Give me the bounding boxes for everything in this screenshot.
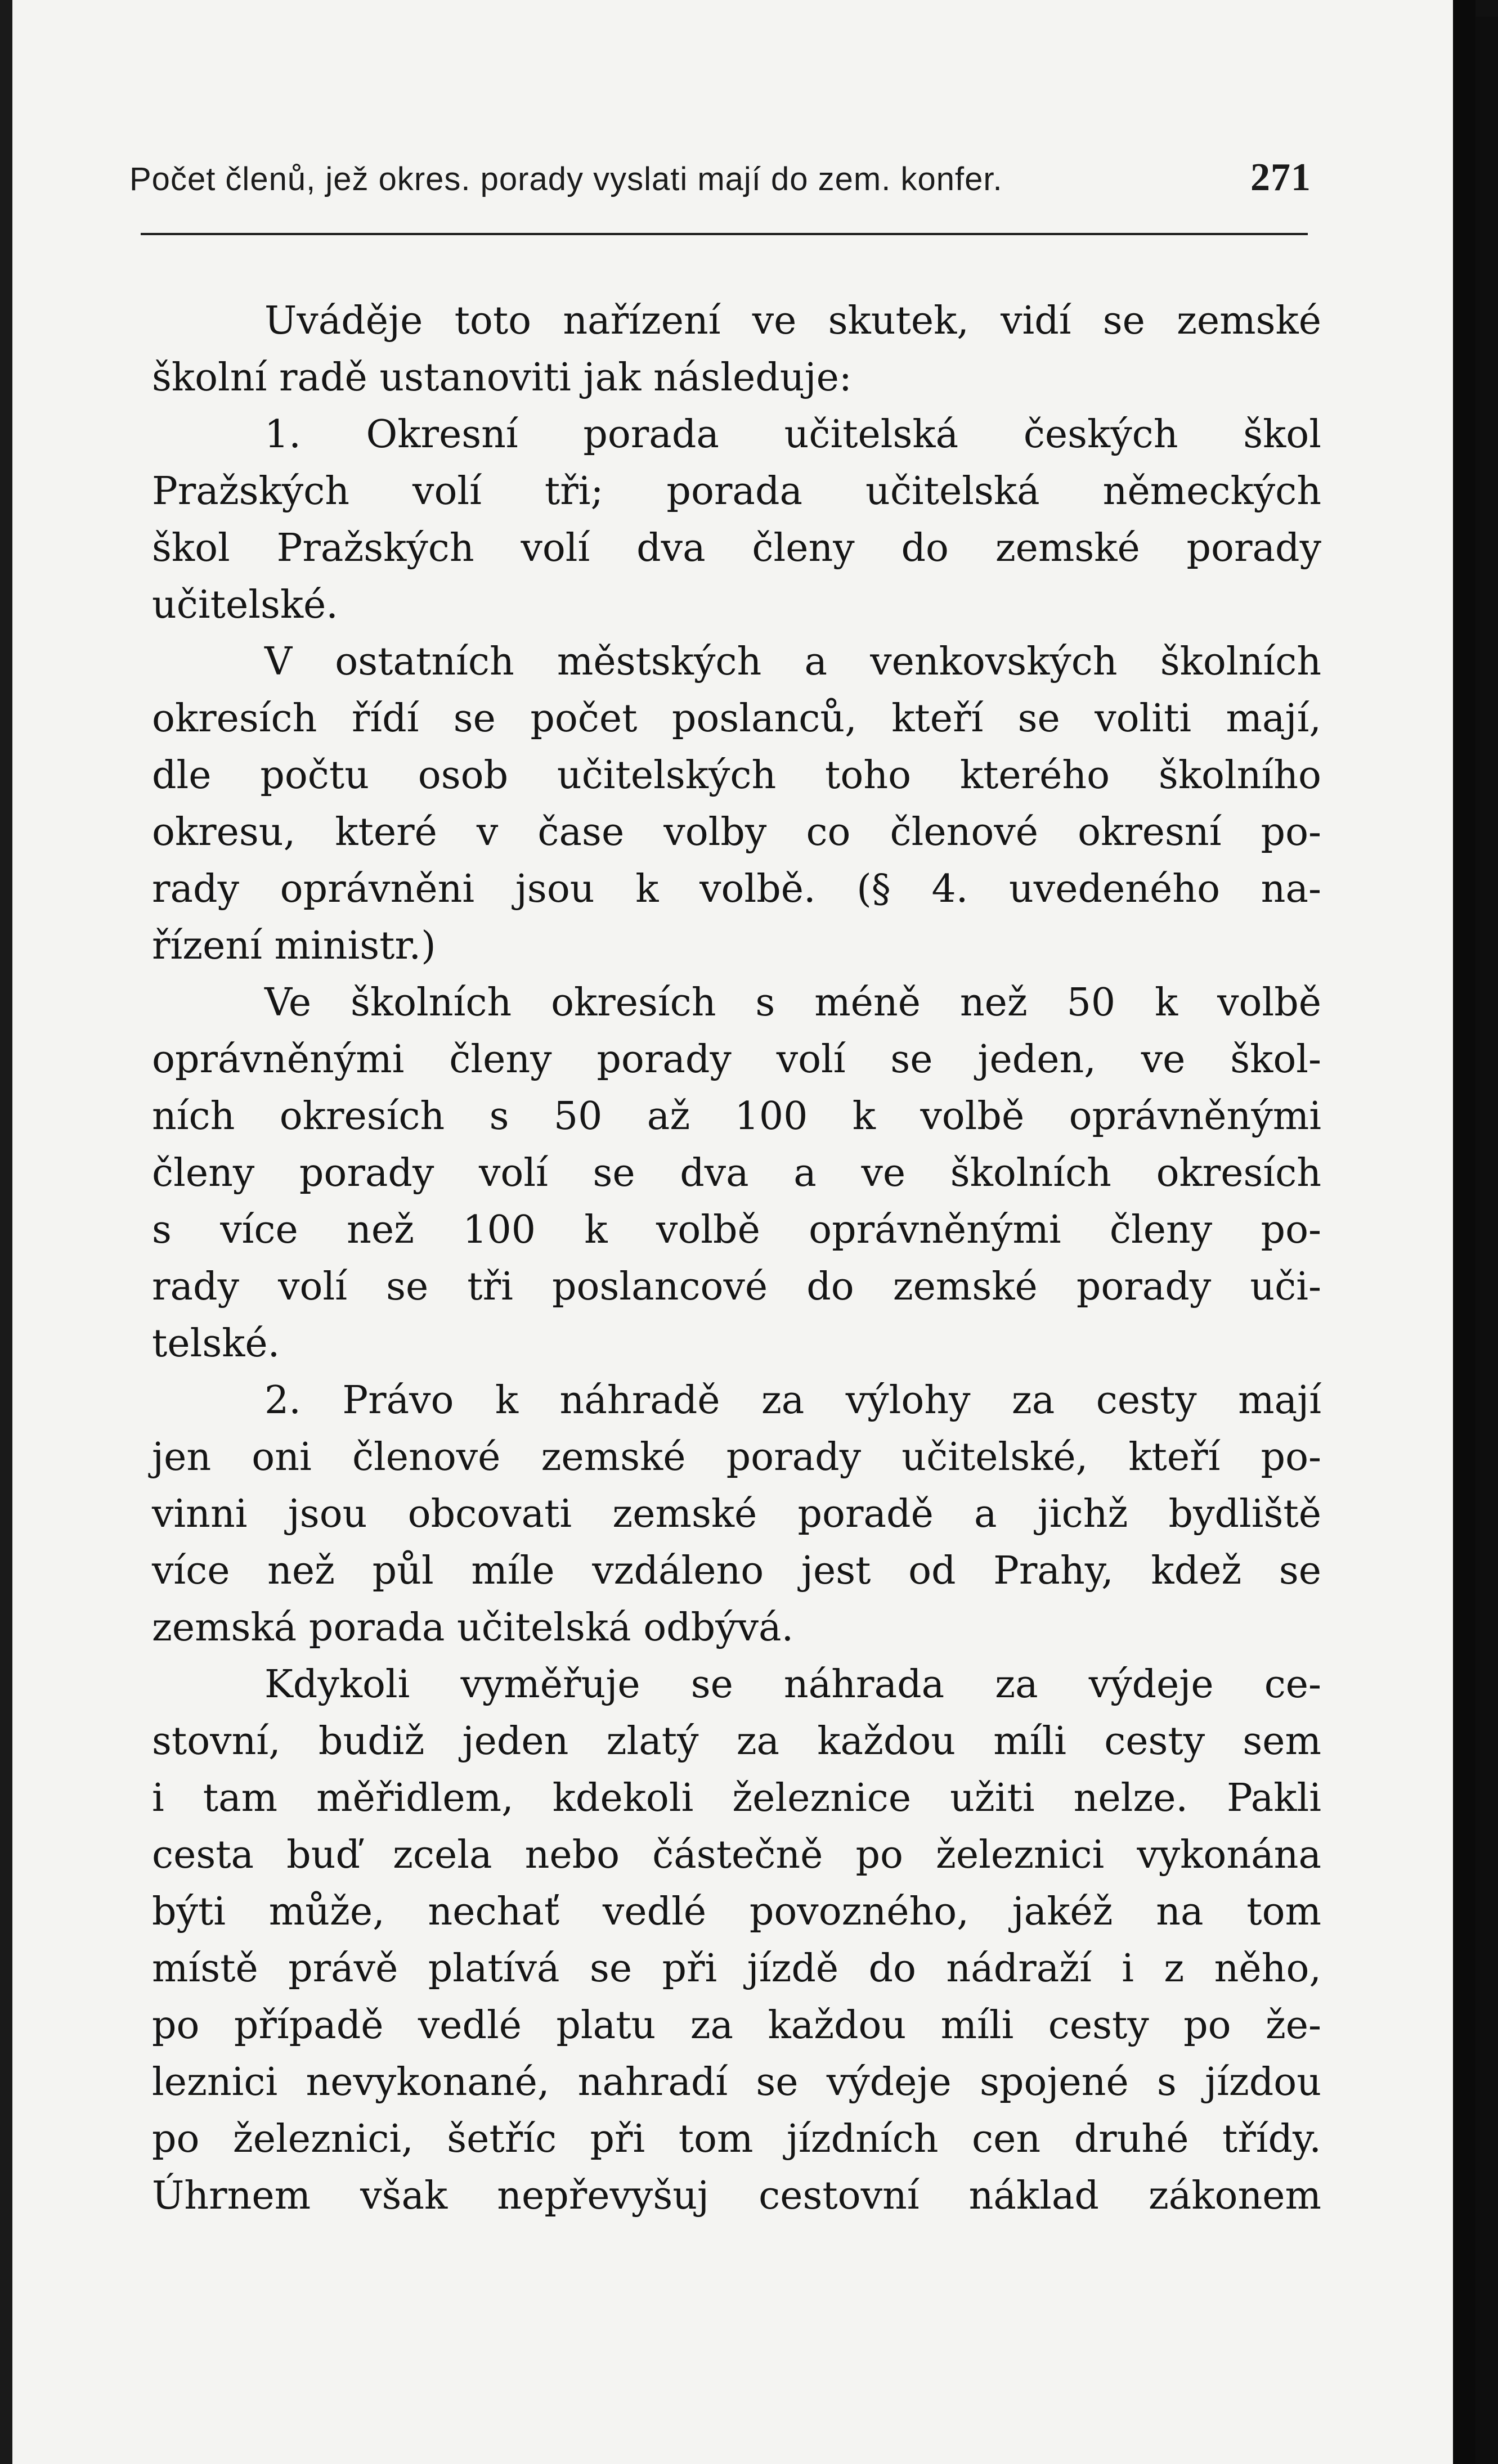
text-line: 2. Právo k náhradě za výlohy za cesty mají — [264, 1378, 1321, 1423]
text-line: jen oni členové zemské porady učitelské, kteří po- — [152, 1435, 1321, 1480]
running-title: Počet členů, jež okres. porady vyslati mají do zem. konfer. — [129, 161, 1003, 197]
text-line: Ve školních okresích s méně než 50 k volbě — [264, 981, 1321, 1025]
text-line: Uváděje toto nařízení ve skutek, vidí se zemské — [264, 299, 1321, 343]
text-line: škol Pražských volí dva členy do zemské porady — [152, 526, 1321, 570]
text-line: zemská porada učitelská odbývá. — [152, 1606, 794, 1650]
text-line: stovní, budiž jeden zlatý za každou míli cesty sem — [152, 1719, 1321, 1764]
scan-border-right — [1453, 0, 1475, 2464]
text-line: členy porady volí se dva a ve školních okresích — [152, 1151, 1321, 1195]
text-line: s více než 100 k volbě oprávněnými členy po- — [152, 1208, 1321, 1252]
text-line: leznici nevykonané, nahradí se výdeje spojené s jízdou — [152, 2060, 1321, 2105]
text-line: po železnici, šetříc při tom jízdních cen druhé třídy. — [152, 2117, 1321, 2161]
text-line: Kdykoli vyměřuje se náhrada za výdeje ce- — [264, 1662, 1321, 1707]
text-line: V ostatních městských a venkovských školních — [264, 640, 1321, 684]
text-line: řízení ministr.) — [152, 924, 436, 968]
text-line: 1. Okresní porada učitelská českých škol — [264, 412, 1321, 457]
text-line: ních okresích s 50 až 100 k volbě oprávněnými — [152, 1094, 1321, 1139]
text-line: cesta buď zcela nebo částečně po železnici vykonána — [152, 1833, 1321, 1877]
text-line: Pražských volí tři; porada učitelská německých — [152, 469, 1321, 514]
text-line: rady oprávněni jsou k volbě. (§ 4. uvedeného na- — [152, 867, 1321, 911]
text-line: vinni jsou obcovati zemské poradě a jichž bydliště — [152, 1492, 1321, 1536]
text-line: po případě vedlé platu za každou míli cesty po že- — [152, 2003, 1321, 2048]
text-line: Úhrnem však nepřevyšuj cestovní náklad zákonem — [152, 2174, 1321, 2218]
header-rule — [141, 233, 1308, 235]
text-line: učitelské. — [152, 583, 338, 627]
text-line: místě právě platívá se při jízdě do nádraží i z něho, — [152, 1946, 1321, 1991]
body-text — [152, 293, 1321, 2224]
text-line: více než půl míle vzdáleno jest od Prahy, kdež se — [152, 1549, 1321, 1593]
book-page — [12, 0, 1475, 2464]
text-line: okresu, které v čase volby co členové okresní po- — [152, 810, 1321, 855]
text-line: rady volí se tři poslancové do zemské porady uči- — [152, 1265, 1321, 1309]
text-line: okresích řídí se počet poslanců, kteří se voliti mají, — [152, 696, 1321, 741]
book-spine-edge — [0, 0, 12, 2464]
text-line: dle počtu osob učitelských toho kterého školního — [152, 753, 1321, 798]
running-header — [129, 155, 1311, 200]
page-number: 271 — [1250, 156, 1311, 199]
text-line: býti může, nechať vedlé povozného, jakéž na tom — [152, 1890, 1321, 1934]
text-line: školní radě ustanoviti jak následuje: — [152, 356, 852, 400]
text-line: oprávněnými členy porady volí se jeden, ve škol- — [152, 1037, 1321, 1082]
text-line: telské. — [152, 1321, 280, 1366]
text-line: i tam měřidlem, kdekoli železnice užiti nelze. Pakli — [152, 1776, 1321, 1820]
